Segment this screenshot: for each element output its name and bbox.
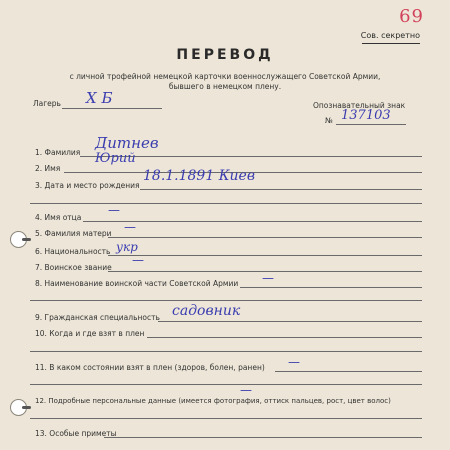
marks-line bbox=[104, 437, 422, 438]
marks-label: 13. Особые приметы bbox=[35, 429, 117, 438]
camp-line bbox=[62, 108, 162, 109]
personal-data-extra-line bbox=[30, 418, 422, 419]
tag-value: 137103 bbox=[341, 108, 391, 123]
unit-label: 8. Наименование воинской части Советской Армии bbox=[35, 279, 239, 288]
mother-surname-line bbox=[108, 237, 422, 238]
father-value: — bbox=[108, 203, 120, 217]
mother-surname-label: 5. Фамилия матери bbox=[35, 229, 112, 238]
father-label: 4. Имя отца bbox=[35, 213, 82, 222]
camp-label: Лагерь bbox=[33, 99, 61, 108]
birth-extra-line bbox=[30, 203, 422, 204]
camp-value: Х Б bbox=[86, 89, 113, 107]
punch-hole-top-tear bbox=[22, 238, 31, 241]
personal-data-label: 12. Подробные персональные данные (имеется фотография, оттиск пальцев, рост, цвет волос) bbox=[35, 397, 391, 405]
unit-value: — bbox=[262, 271, 274, 285]
nationality-value: укр bbox=[116, 240, 138, 254]
profession-line bbox=[158, 321, 422, 322]
tag-label: Опознавательный знак bbox=[313, 101, 406, 110]
captured-line bbox=[147, 337, 422, 338]
condition-line bbox=[275, 371, 422, 372]
nationality-label: 6. Национальность bbox=[35, 247, 111, 256]
profession-value: садовник bbox=[172, 303, 241, 319]
profession-label: 9. Гражданская специальность bbox=[35, 313, 160, 322]
unit-line bbox=[240, 287, 422, 288]
unit-extra-line bbox=[30, 300, 422, 301]
rank-value: — bbox=[132, 253, 144, 267]
birth-line bbox=[140, 189, 422, 190]
personal-data-value: — bbox=[240, 383, 252, 397]
condition-value: — bbox=[288, 355, 300, 369]
punch-hole-bottom-tear bbox=[22, 406, 31, 409]
condition-label: 11. В каком состоянии взят в плен (здоров, болен, ранен) bbox=[35, 363, 265, 372]
rank-label: 7. Воинское звание bbox=[35, 263, 112, 272]
condition-extra-line bbox=[30, 384, 422, 385]
birth-value: 18.1.1891 Киев bbox=[143, 168, 255, 184]
mother-surname-value: — bbox=[124, 220, 136, 234]
birth-label: 3. Дата и место рождения bbox=[35, 181, 140, 190]
captured-label: 10. Когда и где взят в плен bbox=[35, 329, 145, 338]
tag-line bbox=[336, 124, 406, 125]
secrecy-stamp: Сов. секретно bbox=[360, 31, 420, 40]
document-subtitle-line2: бывшего в немецком плену. bbox=[168, 82, 282, 91]
surname-value: Дитнев bbox=[95, 134, 159, 152]
page-number: 69 bbox=[399, 6, 424, 27]
secrecy-underline bbox=[362, 43, 420, 44]
name-label: 2. Имя bbox=[35, 164, 61, 173]
nationality-line bbox=[108, 255, 422, 256]
surname-label: 1. Фамилия bbox=[35, 148, 81, 157]
document-subtitle-line1: с личной трофейной немецкой карточки военнослужащего Советской Армии, bbox=[69, 72, 381, 81]
document-title: ПЕРЕВОД bbox=[176, 47, 274, 63]
name-value: Юрий bbox=[95, 151, 136, 166]
captured-extra-line bbox=[30, 351, 422, 352]
tag-number-label: № bbox=[325, 116, 333, 125]
